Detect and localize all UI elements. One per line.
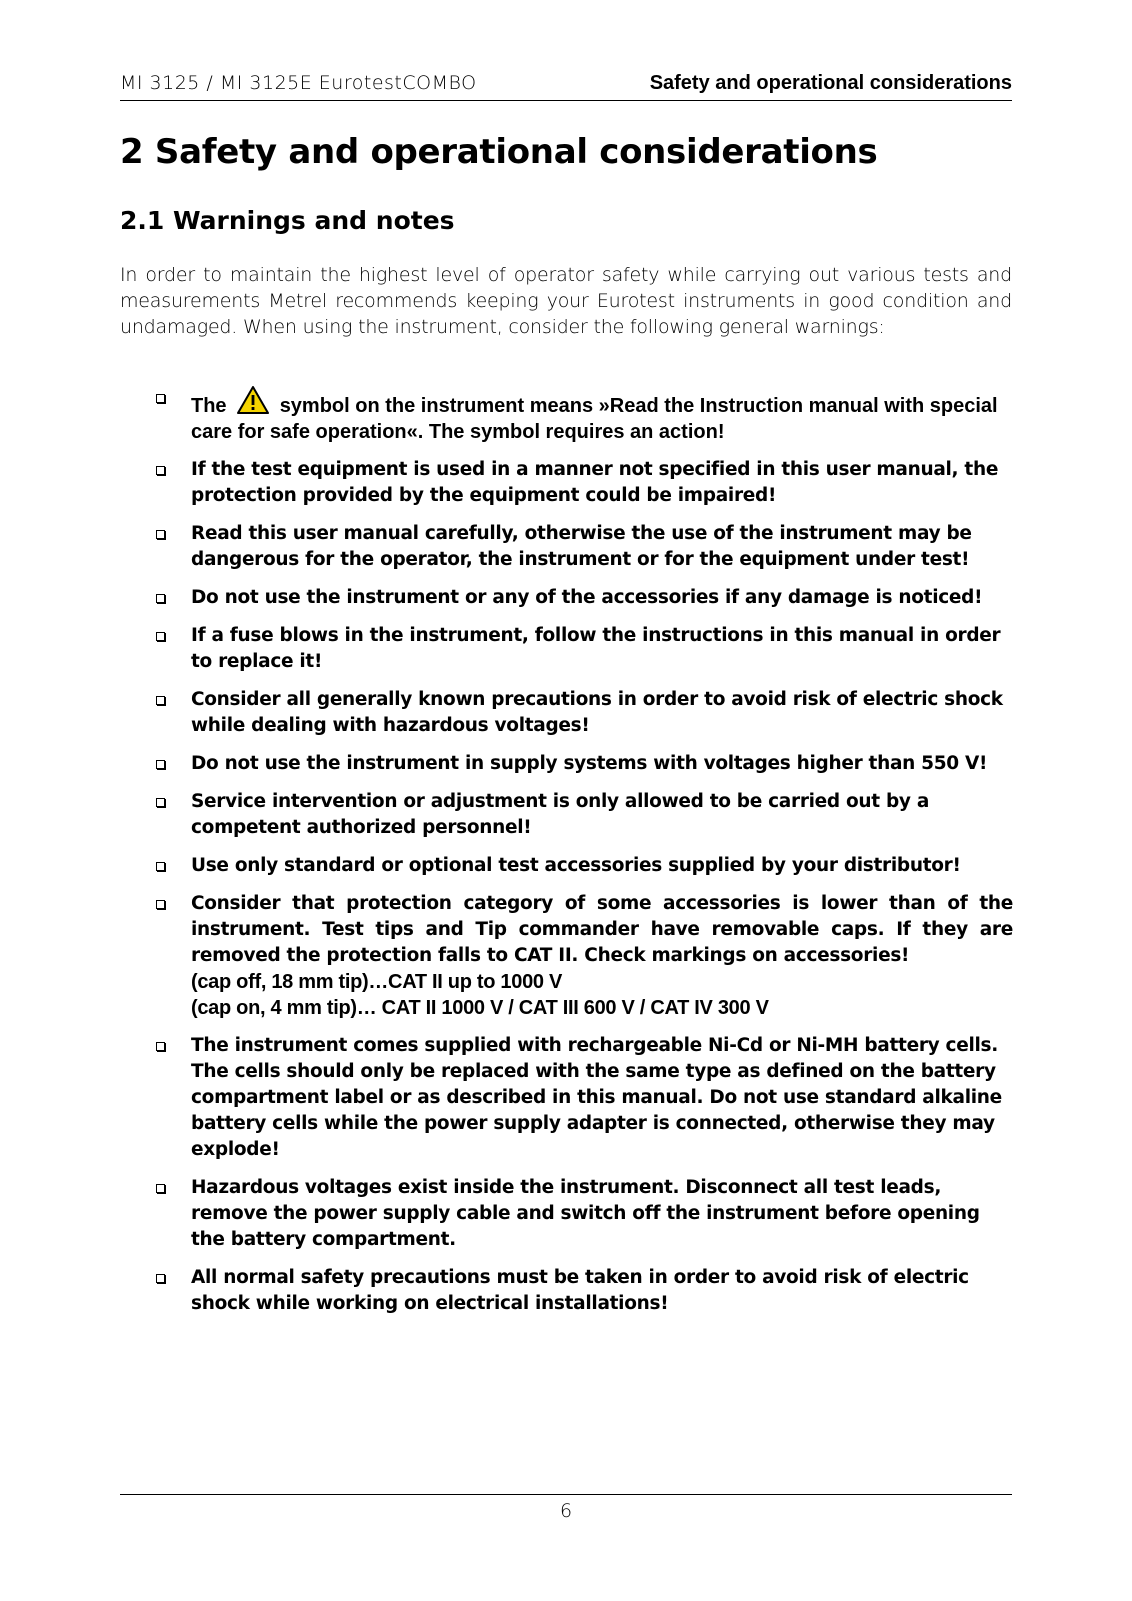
square-bullet-icon [156,760,165,769]
warnings-list [0,385,1132,1329]
warning-item [0,1175,1013,1253]
page-header [120,70,1012,101]
warning-item [0,751,1013,777]
square-bullet-icon [156,900,165,909]
square-bullet-icon [156,530,165,539]
warning-item [0,1033,1013,1163]
warning-item [0,789,1013,841]
square-bullet-icon [156,798,165,807]
warning-item [0,853,1013,879]
warning-item [0,623,1013,675]
warning-text: If a fuse blows in the instrument, follow the instructions in this manual in order to replace it! [191,625,1001,672]
cap-on-rating: (cap on, 4 mm tip)… CAT II 1000 V / CAT III 600 V / CAT IV 300 V [191,997,769,1019]
page-number: 6 [559,1500,573,1522]
warning-item [0,385,1013,445]
footer-divider [120,1494,1012,1495]
warning-item [0,457,1013,509]
warning-item [0,585,1013,611]
warning-item [0,1265,1013,1317]
warning-item [0,687,1013,739]
square-bullet-icon [156,696,165,705]
warning-item [0,521,1013,573]
section-title: 2.1 Warnings and notes [120,206,455,235]
square-bullet-icon [156,594,165,603]
warning-text: Consider that protection category of some accessories is lower than of the instrument. Test tips and Tip commander have removable caps. If they are removed the protection falls to CAT II. Check markings on accessories! [191,893,1013,966]
cap-off-rating: (cap off, 18 mm tip)…CAT II up to 1000 V [191,971,563,993]
square-bullet-icon [156,1274,165,1283]
warning-text: All normal safety precautions must be taken in order to avoid risk of electric shock while working on electrical installations! [191,1267,969,1314]
square-bullet-icon [156,862,165,871]
warning-text-start: The [191,395,227,417]
square-bullet-icon [156,1042,165,1051]
warning-text: Do not use the instrument or any of the accessories if any damage is noticed! [191,587,983,608]
header-document-title: MI 3125 / MI 3125E EurotestCOMBO [120,72,477,94]
intro-paragraph: In order to maintain the highest level of operator safety while carrying out various tests and measurements Metrel recommends keeping your Eurotest instruments in good condition and undamaged. When using the instrument, consider the following general warnings: [120,264,1012,338]
warning-item [0,891,1013,1021]
warning-triangle-icon [236,385,270,415]
square-bullet-icon [156,466,165,475]
square-bullet-icon [156,394,165,403]
warning-text: The instrument comes supplied with rechargeable Ni-Cd or Ni-MH battery cells. The cells should only be replaced with the same type as defined on the battery compartment label or as described in this manual. Do not use standard alkaline battery cells while the power supply adapter is connected, otherwise they may explode! [191,1035,1002,1160]
warning-text: Hazardous voltages exist inside the instrument. Disconnect all test leads, remove the power supply cable and switch off the instrument before opening the battery compartment. [191,1177,980,1250]
warning-text: Use only standard or optional test accessories supplied by your distributor! [191,855,961,876]
warning-text-end: symbol on the instrument means »Read the Instruction manual with special care for safe operation«. The symbol requires an action! [191,395,998,443]
warning-text: Read this user manual carefully, otherwise the use of the instrument may be dangerous for the operator, the instrument or for the equipment under test! [191,523,972,570]
square-bullet-icon [156,632,165,641]
warning-text: Consider all generally known precautions in order to avoid risk of electric shock while dealing with hazardous voltages! [191,689,1003,736]
warning-text: If the test equipment is used in a manner not specified in this user manual, the protection provided by the equipment could be impaired! [191,459,999,506]
warning-text: Service intervention or adjustment is only allowed to be carried out by a competent authorized personnel! [191,791,930,838]
warning-text: Do not use the instrument in supply systems with voltages higher than 550 V! [191,753,988,774]
square-bullet-icon [156,1184,165,1193]
chapter-title: 2 Safety and operational considerations [120,132,878,172]
header-chapter-title: Safety and operational considerations [649,72,1012,94]
